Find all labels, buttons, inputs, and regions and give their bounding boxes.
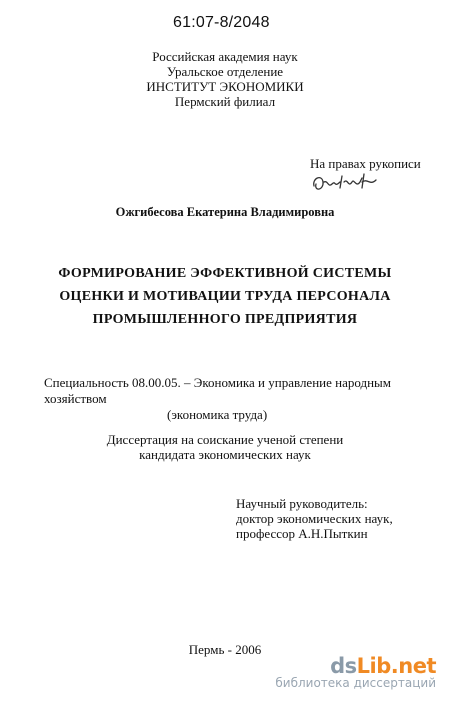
supervisor-line-2: доктор экономических наук, [236,511,393,526]
author-name: Ожгибесова Екатерина Владимировна [115,205,335,219]
title-line-2: ОЦЕНКИ И МОТИВАЦИИ ТРУДА ПЕРСОНАЛА [59,289,391,304]
watermark-logo-prefix: ds [330,654,357,678]
city-year: Пермь - 2006 [188,642,262,657]
degree-line-1: Диссертация на соискание ученой степени [106,432,344,447]
degree-line-2: кандидата экономических наук [139,447,311,462]
archive-code: 61:07-8/2048 [173,14,270,31]
watermark-subtitle: библиотека диссертаций [275,676,436,690]
specialty-block [44,375,450,423]
watermark [275,654,436,690]
specialty-line-2: (экономика труда) [167,407,268,422]
supervisor-line-1: Научный руководитель: [236,496,368,511]
org-line-3: ИНСТИТУТ ЭКОНОМИКИ [146,79,304,94]
degree-block [0,432,450,462]
supervisor-line-3: профессор А.Н.Пыткин [236,526,368,541]
supervisor-block [236,496,393,541]
specialty-line-1: Специальность 08.00.05. – Экономика и управление народным хозяйством [44,375,392,406]
dissertation-title [0,262,450,331]
watermark-logo [275,654,436,678]
title-line-1: ФОРМИРОВАНИЕ ЭФФЕКТИВНОЙ СИСТЕМЫ [58,266,392,281]
org-line-1: Российская академия наук [152,49,298,64]
handwritten-signature [310,168,390,196]
org-line-2: Уральское отделение [166,64,284,79]
manuscript-note: На правах рукописи [310,156,421,171]
title-line-3: ПРОМЫШЛЕННОГО ПРЕДПРИЯТИЯ [92,312,358,327]
org-line-4: Пермский филиал [174,94,276,109]
watermark-logo-suffix: Lib.net [356,654,436,678]
organization-block [0,49,450,109]
